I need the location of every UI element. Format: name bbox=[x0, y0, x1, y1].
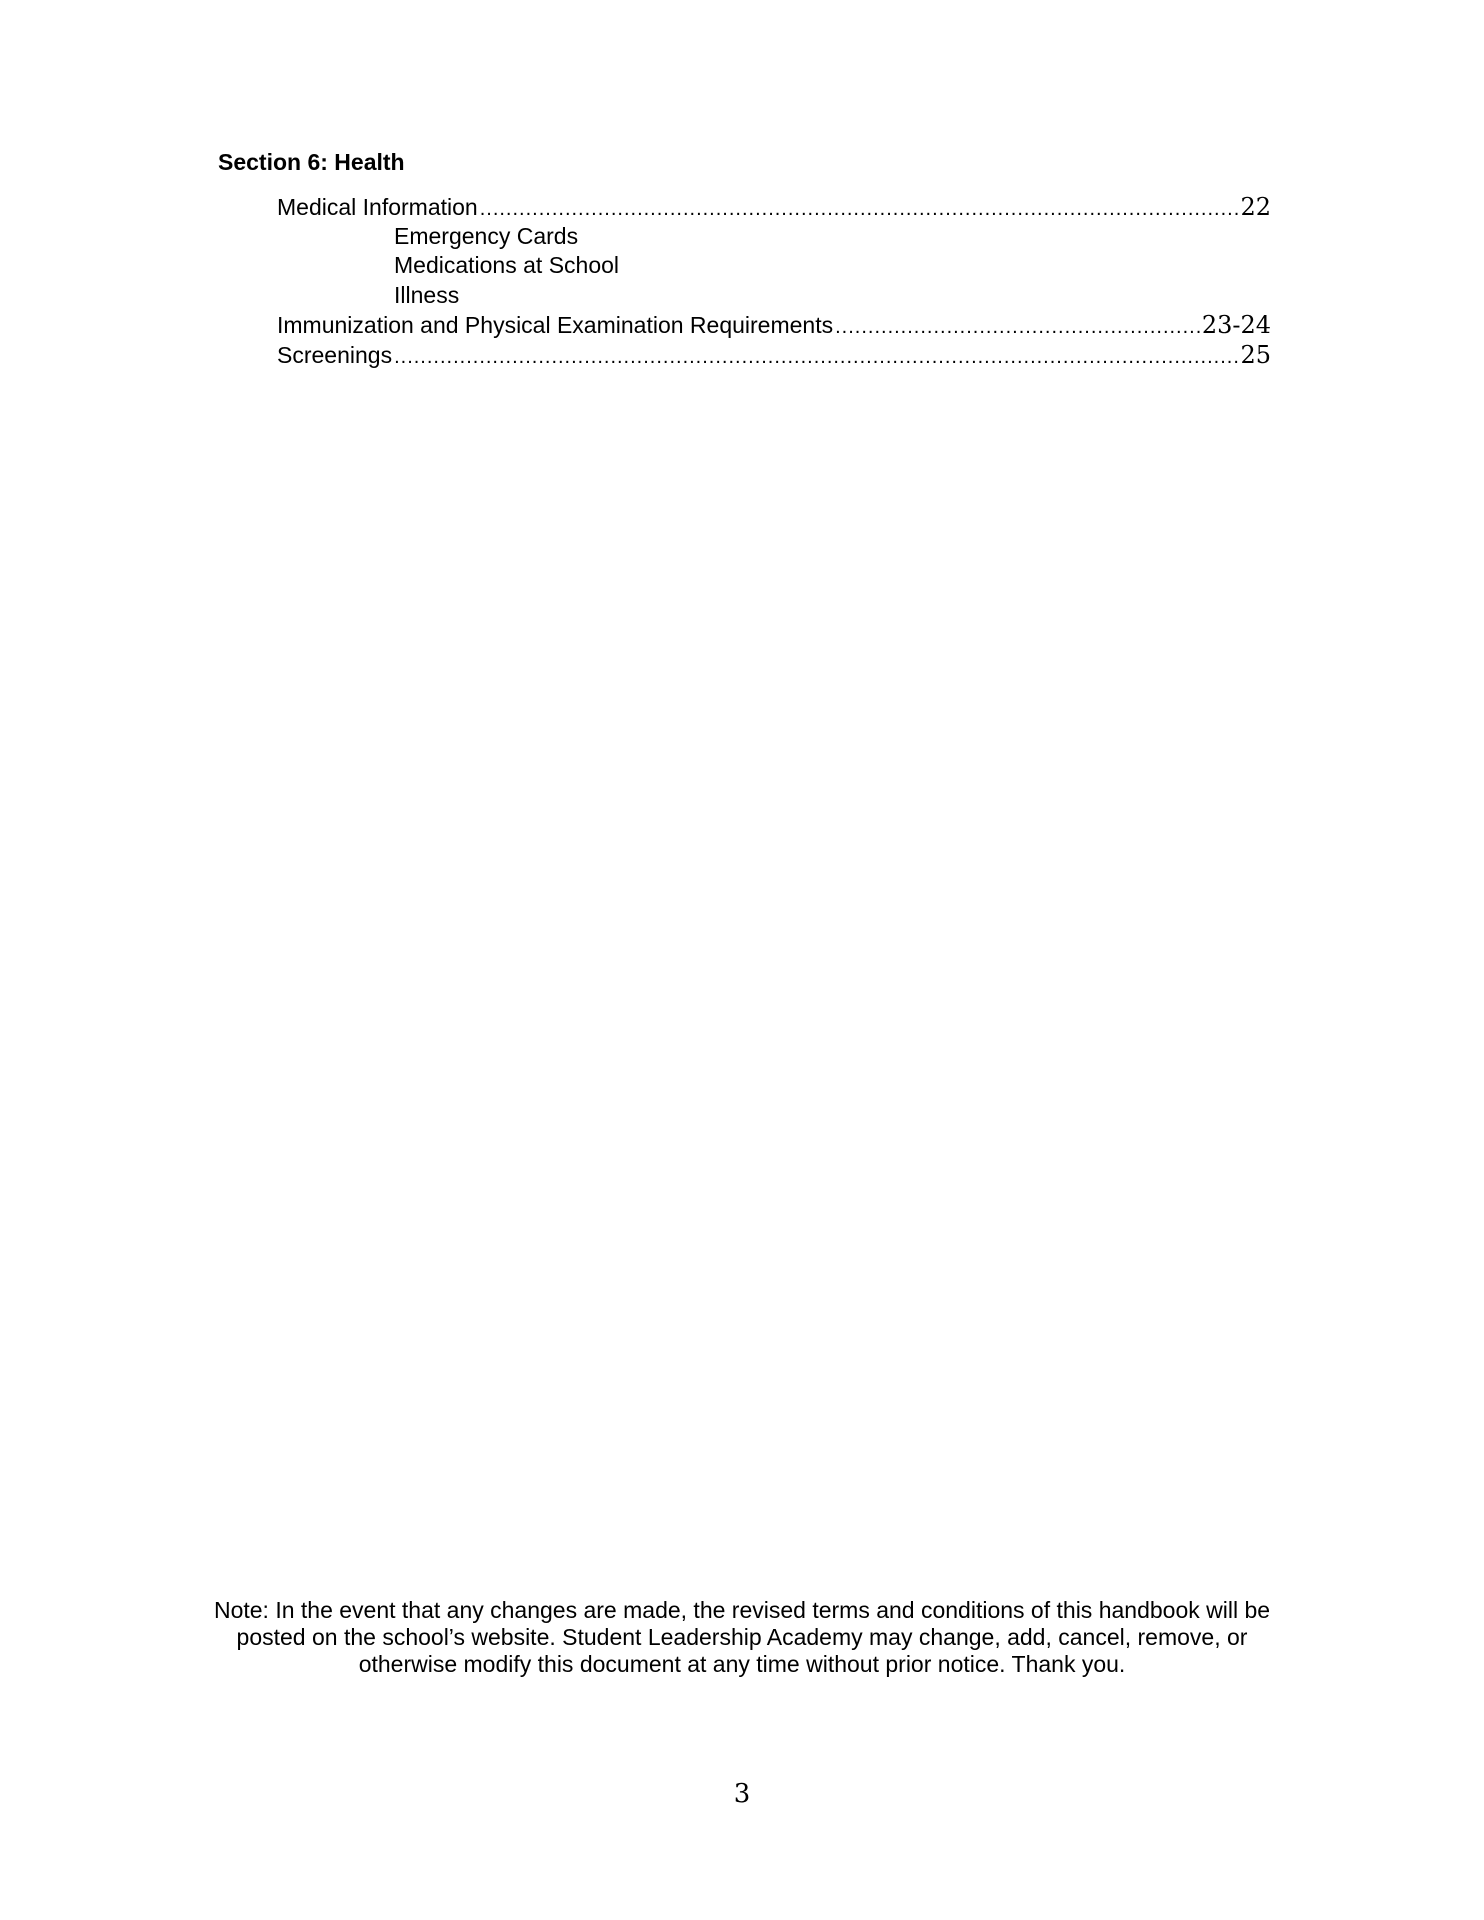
toc-leader-dots bbox=[394, 342, 1238, 372]
toc-entry-medical-information bbox=[277, 192, 1271, 224]
toc-entry-screenings bbox=[277, 340, 1271, 372]
toc-entry-immunization-requirements bbox=[277, 310, 1271, 342]
section-title: Section 6: Health bbox=[218, 149, 405, 175]
toc-entry-label: Medical Information bbox=[277, 194, 478, 220]
toc-entry-label: Immunization and Physical Examination Requirements bbox=[277, 312, 834, 338]
toc-leader-dots bbox=[835, 312, 1200, 342]
toc-entry-page: 25 bbox=[1240, 341, 1271, 369]
toc-subitem-medications-at-school: Medications at School bbox=[394, 252, 620, 278]
toc-subitem-emergency-cards: Emergency Cards bbox=[394, 223, 579, 249]
toc-entry-page: 23-24 bbox=[1201, 311, 1271, 339]
toc-entry-label: Screenings bbox=[277, 342, 393, 368]
revision-note: Note: In the event that any changes are made, the revised terms and conditions of this handbook will be posted on the school’s website. Student Leadership Academy may change, add, cancel, remove, or otherwise modify this document at any time without prior notice. Thank you. bbox=[213, 1597, 1271, 1677]
toc-entry-page: 22 bbox=[1240, 193, 1271, 221]
toc-subitem-illness: Illness bbox=[394, 282, 460, 308]
toc-leader-dots bbox=[480, 194, 1239, 224]
page-number: 3 bbox=[733, 1779, 751, 1809]
